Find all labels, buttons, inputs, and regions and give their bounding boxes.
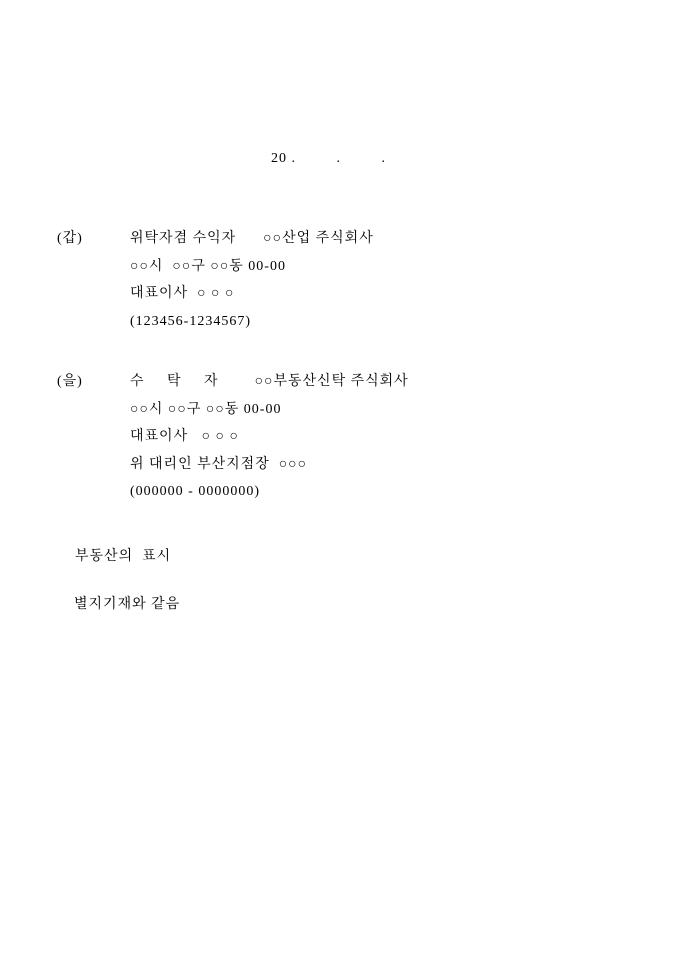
party-block-gap: [57, 225, 374, 335]
property-section-body: 별지기재와 같음: [74, 597, 181, 612]
party-block-eul: [57, 368, 409, 506]
party-gap-label: (갑): [57, 231, 83, 246]
party-eul-agent-line: 위 대리인 부산지점장 ○○○: [130, 456, 308, 472]
date-line: 20 . . .: [271, 151, 386, 166]
property-section-title: 부동산의 표시: [75, 549, 172, 564]
party-eul-ceo-line: 대표이사 ○ ○ ○: [130, 429, 239, 444]
party-gap-registration-number: (123456-1234567): [130, 313, 251, 329]
party-eul-lines: [130, 368, 409, 506]
party-gap-ceo-line: 대표이사 ○ ○ ○: [130, 286, 235, 301]
party-eul-label: (을): [57, 374, 83, 389]
party-gap-lines: [130, 225, 374, 335]
party-gap-address-line: ○○시 ○○구 ○○동 00-00: [130, 258, 286, 274]
party-eul-role-line: 수 탁 자 ○○부동산신탁 주식회사: [130, 374, 409, 389]
party-eul-registration-number: (000000 - 0000000): [130, 484, 260, 499]
party-gap-role-line: 위탁자겸 수익자 ○○산업 주식회사: [130, 231, 374, 246]
party-eul-address-line: ○○시 ○○구 ○○동 00-00: [130, 401, 282, 417]
